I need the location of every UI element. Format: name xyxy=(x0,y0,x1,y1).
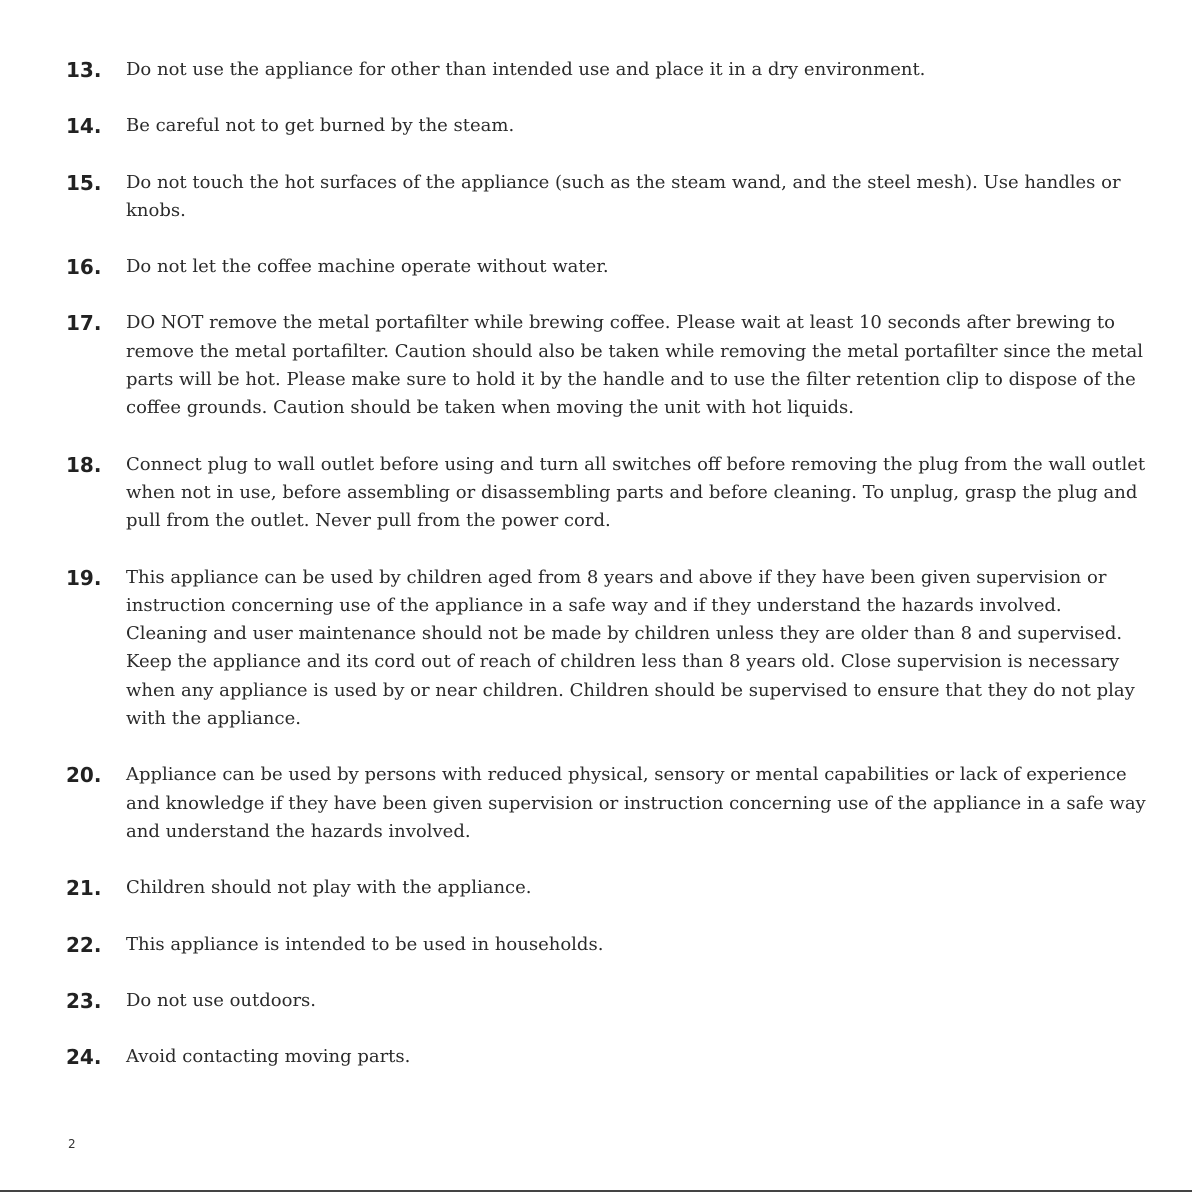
list-item xyxy=(66,253,1146,281)
item-number: 13. xyxy=(66,58,102,82)
item-number: 23. xyxy=(66,988,102,1013)
item-number: 15. xyxy=(66,170,102,195)
list-item xyxy=(66,309,1146,422)
item-text: Be careful not to get burned by the steam. xyxy=(126,115,515,137)
item-number: 14. xyxy=(66,114,102,139)
item-text: Children should not play with the appliance. xyxy=(126,877,532,899)
item-number: 18. xyxy=(66,452,102,477)
item-text: This appliance is intended to be used in households. xyxy=(126,933,604,955)
item-number: 20. xyxy=(66,763,102,788)
item-text: Do not use the appliance for other than intended use and place it in a dry environment. xyxy=(126,59,926,80)
list-item xyxy=(66,451,1146,536)
item-number: 22. xyxy=(66,932,102,957)
item-text: This appliance can be used by children aged from 8 years and above if they have been given supervision or instruction concerning use of the appliance in a safe way and if they understand the hazards involved. Cleaning and user maintenance should not be made by children unless they are older than 8 and supervised. Keep the appliance and its cord out of reach of children less than 8 years old. Close supervision is necessary when any appliance is used by or near children. Children should be supervised to ensure that they do not play with the appliance. xyxy=(126,566,1135,730)
safety-instructions-list xyxy=(66,56,1146,1071)
item-number: 16. xyxy=(66,255,102,280)
list-item xyxy=(66,1043,1146,1071)
item-text: Do not use outdoors. xyxy=(126,989,317,1011)
item-number: 19. xyxy=(66,565,102,590)
item-text: DO NOT remove the metal portafilter while brewing coffee. Please wait at least 10 seconds after brewing to remove the metal portafilter. Caution should also be taken while removing the metal portafilter since the metal parts will be hot. Please make sure to hold it by the handle and to use the filter retention clip to dispose of the coffee grounds. Caution should be taken when moving the unit with hot liquids. xyxy=(126,312,1143,419)
list-item xyxy=(66,874,1146,902)
item-number: 21. xyxy=(66,876,102,901)
list-item xyxy=(66,987,1146,1015)
item-number: 17. xyxy=(66,311,102,336)
list-item xyxy=(66,112,1146,140)
list-item xyxy=(66,564,1146,734)
list-item xyxy=(66,931,1146,959)
item-text: Connect plug to wall outlet before using and turn all switches off before removing the plug from the wall outlet when not in use, before assembling or disassembling parts and before cleaning. To unplug, grasp the plug and pull from the outlet. Never pull from the power cord. xyxy=(126,453,1146,532)
item-text: Avoid contacting moving parts. xyxy=(126,1046,411,1068)
item-text: Do not let the coffee machine operate without water. xyxy=(126,256,609,278)
item-text: Appliance can be used by persons with reduced physical, sensory or mental capabilities or lack of experience and knowledge if they have been given supervision or instruction concerning use of the appliance in a safe way and understand the hazards involved. xyxy=(126,764,1146,842)
page-number: 2 xyxy=(68,1137,76,1151)
list-item xyxy=(66,761,1146,846)
list-item xyxy=(66,56,1146,84)
item-number: 24. xyxy=(66,1045,102,1070)
list-item xyxy=(66,169,1146,226)
item-text: Do not touch the hot surfaces of the appliance (such as the steam wand, and the steel mesh). Use handles or knobs. xyxy=(126,171,1121,221)
